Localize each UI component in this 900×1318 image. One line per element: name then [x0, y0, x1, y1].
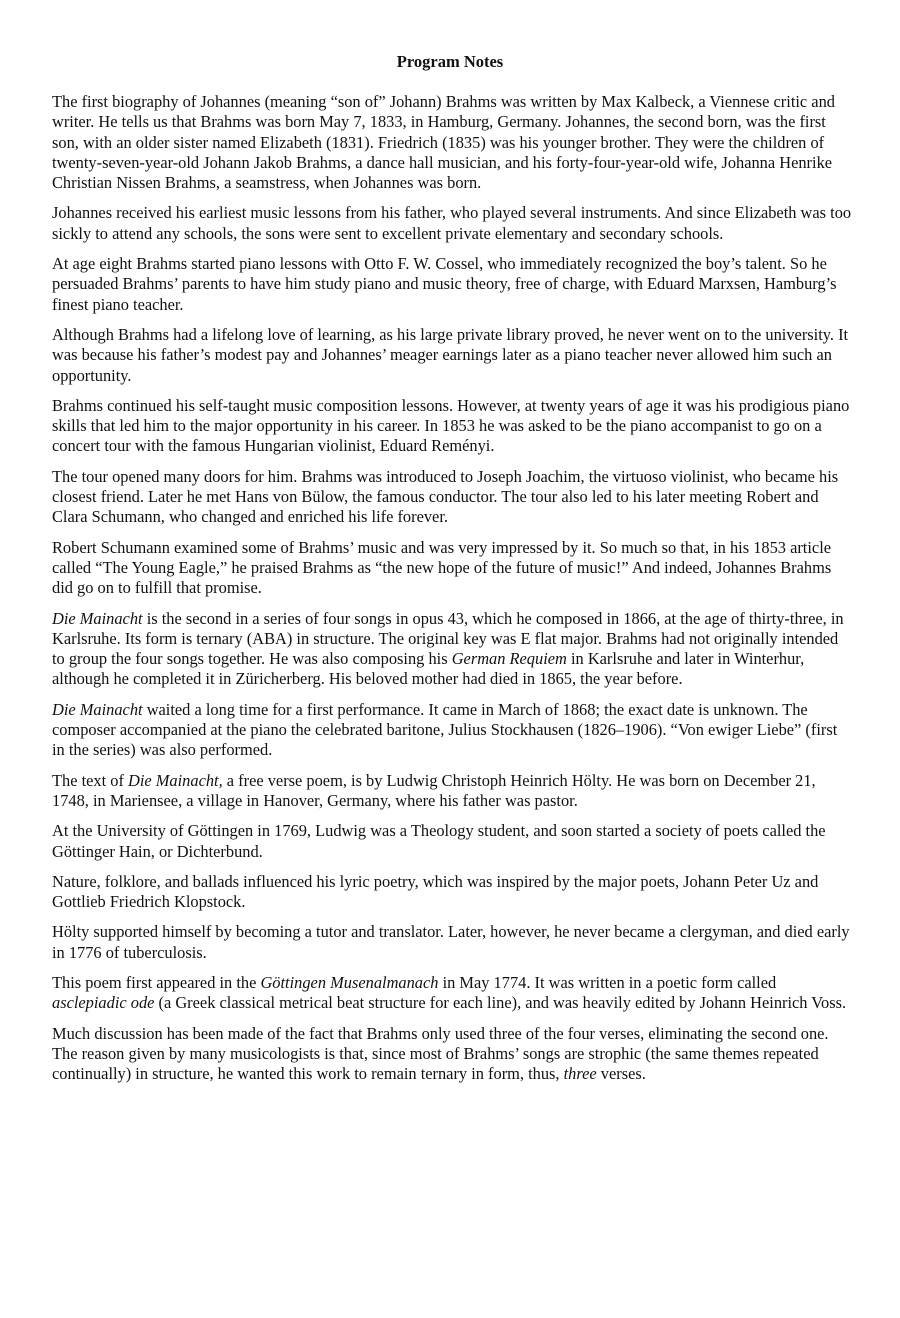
paragraph: [52, 538, 852, 599]
text-run: Johannes received his earliest music lessons from his father, who played several instruments. And since Elizabeth was too sickly to attend any schools, the sons were sent to excellent private elementary and secondary schools.: [52, 203, 852, 243]
paragraph: [52, 922, 852, 963]
text-run: in Karlsruhe and later in Winterhur, although he completed it in Züricherberg. His beloved mother had died in 1865, the year before.: [52, 649, 805, 689]
italic-text: Göttingen Musenalmanach: [260, 972, 439, 992]
text-run: Brahms continued his self-taught music composition lessons. However, at twenty years of age it was his prodigious piano skills that led him to the major opportunity in his career. In 1853 he was asked to be the piano accompanist to go on a concert tour with the famous Hungarian violinist, Eduard Reményi.: [52, 395, 850, 456]
italic-text: three: [563, 1064, 597, 1084]
paragraph: [52, 254, 852, 315]
text-run: verses.: [596, 1064, 646, 1084]
paragraph: [52, 396, 852, 457]
italic-text: Die Mainacht,: [128, 770, 223, 790]
paragraph: [52, 771, 852, 812]
text-run: Much discussion has been made of the fact that Brahms only used three of the four verses, eliminating the second one. The reason given by many musicologists is that, since most of Brahms’ songs are strophic (the same themes repeated continually) in structure, he wanted this work to remain ternary in form, thus,: [52, 1023, 829, 1084]
text-run: Although Brahms had a lifelong love of learning, as his large private library proved, he never went on to the university. It was because his father’s modest pay and Johannes’ meager earnings later as a piano teacher never allowed him such an opportunity.: [52, 324, 849, 385]
paragraph: [52, 467, 852, 528]
paragraph: [52, 821, 852, 862]
text-run: (a Greek classical metrical beat structure for each line), and was heavily edited by Johann Heinrich Voss.: [154, 993, 847, 1013]
paragraph: [52, 609, 852, 690]
text-run: is the second in a series of four songs in opus 43, which he composed in 1866, at the age of thirty-three, in Karlsruhe. Its form is ternary (ABA) in structure. The original key was E flat major. Brahms had not originally intended to group the four songs together. He was also composing his: [52, 608, 844, 669]
paragraph: [52, 872, 852, 913]
paragraph: [52, 1024, 852, 1085]
text-run: This poem first appeared in the: [52, 972, 261, 992]
paragraph: [52, 92, 852, 193]
italic-text: Die Mainacht: [52, 699, 143, 719]
page-title: Program Notes: [396, 52, 504, 71]
italic-text: Die Mainacht: [52, 608, 143, 628]
text-run: At the University of Göttingen in 1769, Ludwig was a Theology student, and soon started a society of poets called the Göttinger Hain, or Dichterbund.: [52, 821, 826, 861]
text-run: Hölty supported himself by becoming a tutor and translator. Later, however, he never became a clergyman, and died early in 1776 of tuberculosis.: [52, 922, 850, 962]
text-run: The first biography of Johannes (meaning “son of” Johann) Brahms was written by Max Kalbeck, a Viennese critic and writer. He tells us that Brahms was born May 7, 1833, in Hamburg, Germany. Johannes, the second born, was the first son, with an older sister named Elizabeth (1831). Friedrich (1835) was his younger brother. They were the children of twenty-seven-year-old Johann Jakob Brahms, a dance hall musician, and his forty-four-year-old wife, Johanna Henrike Christian Nissen Brahms, a seamstress, when Johannes was born.: [52, 92, 835, 193]
italic-text: German Requiem: [451, 649, 567, 669]
text-run: in May 1774. It was written in a poetic form called: [438, 972, 777, 992]
document-body: [52, 92, 852, 1094]
paragraph: [52, 325, 852, 386]
text-run: The tour opened many doors for him. Brahms was introduced to Joseph Joachim, the virtuoso violinist, who became his closest friend. Later he met Hans von Bülow, the famous conductor. The tour also led to his later meeting Robert and Clara Schumann, who changed and enriched his life forever.: [52, 466, 839, 527]
paragraph: [52, 203, 852, 244]
text-run: At age eight Brahms started piano lessons with Otto F. W. Cossel, who immediately recognized the boy’s talent. So he persuaded Brahms’ parents to have him study piano and music theory, free of charge, with Eduard Marxsen, Hamburg’s finest piano teacher.: [52, 254, 837, 314]
text-run: Nature, folklore, and ballads influenced his lyric poetry, which was inspired by the major poets, Johann Peter Uz and Gottlieb Friedrich Klopstock.: [52, 871, 819, 912]
text-run: waited a long time for a first performance. It came in March of 1868; the exact date is unknown. The composer accompanied at the piano the celebrated baritone, Julius Stockhausen (1826–1906). “Von ewiger Liebe” (first in the series) was also performed.: [52, 699, 838, 760]
text-run: Robert Schumann examined some of Brahms’ music and was very impressed by it. So much so that, in his 1853 article called “The Young Eagle,” he praised Brahms as “the new hope of the future of music!” And indeed, Johannes Brahms did go on to fulfill that promise.: [52, 537, 832, 598]
text-run: a free verse poem, is by Ludwig Christoph Heinrich Hölty. He was born on December 21, 1748, in Mariensee, a village in Hanover, Germany, where his father was pastor.: [52, 770, 816, 810]
paragraph: [52, 700, 852, 761]
text-run: The text of: [52, 770, 129, 790]
italic-text: asclepiadic ode: [52, 993, 155, 1013]
paragraph: [52, 973, 852, 1014]
